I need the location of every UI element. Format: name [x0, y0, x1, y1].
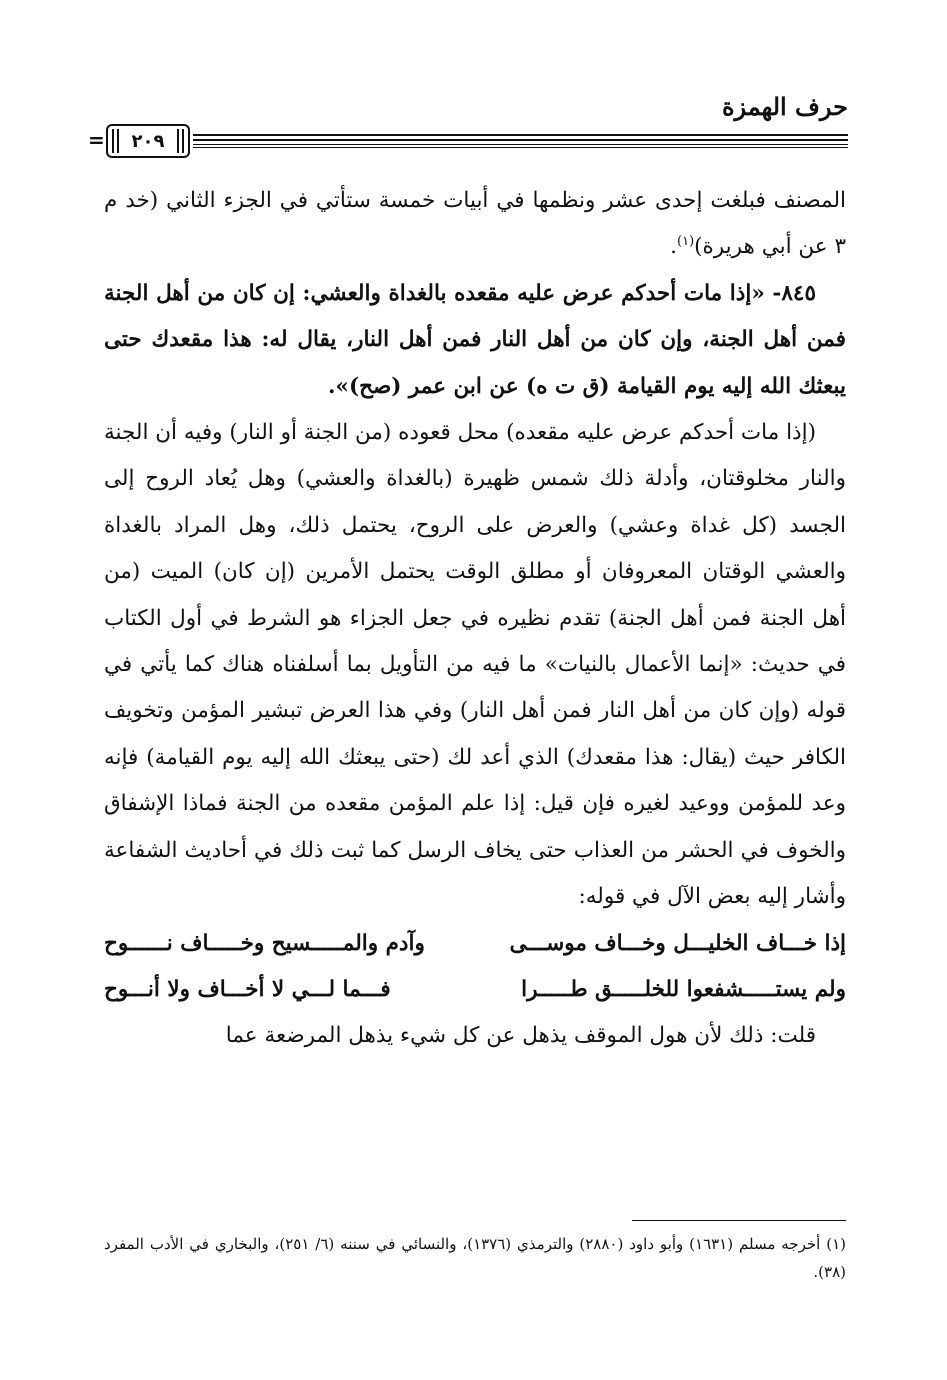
poem-hemistich: وآدم والمـــــسيح وخـــــاف نــــــوح — [104, 930, 425, 956]
footnotes — [104, 1230, 846, 1286]
commentary-paragraph: قلت: ذلك لأن هول الموقف يذهل عن كل شيء يذهل المرضعة عما — [225, 1023, 816, 1049]
header-rule — [88, 130, 848, 154]
rule-line — [193, 139, 848, 141]
poem-line — [104, 921, 846, 967]
rule-line — [193, 144, 848, 145]
poem — [104, 921, 846, 1014]
page-header — [88, 92, 848, 152]
page-number: ٢٠٩ — [106, 124, 190, 158]
footnote-ref: (١) — [677, 234, 695, 250]
main-text — [104, 178, 846, 1060]
poem-hemistich: فـــما لـــي لا أخـــاف ولا أنـــوح — [104, 976, 391, 1002]
poem-line — [104, 967, 846, 1013]
rule-line — [193, 147, 848, 148]
chapter-title: حرف الهمزة — [721, 92, 848, 121]
poem-hemistich: إذا خـــاف الخليـــل وخـــاف موســـى — [509, 930, 846, 956]
poem-hemistich: ولم يستـــــشفعوا للخلـــــق طـــــرا — [521, 976, 846, 1002]
footnote-divider — [632, 1220, 846, 1221]
rule-line — [193, 134, 848, 136]
paragraph-end: . — [670, 234, 678, 260]
paragraph-continuation — [104, 178, 846, 271]
footnote: (١) أخرجه مسلم (١٦٣١) وأبو داود (٢٨٨٠) والترمذي (١٣٧٦)، والنسائي في سننه (٦/ ٢٥١)، والبخاري في الأدب المفرد (٣٨). — [104, 1235, 846, 1281]
header-ornament: = — [88, 128, 105, 152]
commentary-paragraph: (إذا مات أحدكم عرض عليه مقعده) محل قعوده (من الجنة أو النار) وفيه أن الجنة والنار مخلوقتان، وأدلة ذلك شمس ظهيرة (بالغداة والعشي) وهل يُعاد الروح إلى الجسد (كل غداة وعشي) والعرض على الروح، يحتمل ذلك، وهل المراد بالغداة والعشي الوقتان المعروفان أو مطلق الوقت يحتمل الأمرين (إن كان) الميت (من أهل الجنة فمن أهل الجنة) تقدم نظيره في جعل الجزاء هو الشرط في أول الكتاب في حديث: «إنما الأعمال بالنيات» ما فيه من التأويل بما أسلفناه هناك كما يأتي في قوله (وإن كان من أهل النار فمن أهل النار) وفي هذا العرض تبشير المؤمن وتخويف الكافر حيث (يقال: هذا مقعدك) الذي أعد لك (حتى يبعثك الله إليه يوم القيامة) فإنه وعد للمؤمن ووعيد لغيره فإن قيل: إذا علم المؤمن مقعده من الجنة فماذا الإشفاق والخوف في الحشر من العذاب حتى يخاف الرسل كما ثبت ذلك في أحاديث الشفاعة وأشار إليه بعض الآل في قوله: — [104, 420, 846, 910]
hadith-paragraph: ٨٤٥- «إذا مات أحدكم عرض عليه مقعده بالغداة والعشي: إن كان من أهل الجنة فمن أهل الجنة، وإن كان من أهل النار فمن أهل النار، يقال له: هذا مقعدك حتى يبعثك الله إليه يوم القيامة (ق ت ه) عن ابن عمر (صح)». — [104, 280, 846, 399]
paragraph-text: المصنف فبلغت إحدى عشر ونظمها في أبيات خمسة ستأتي في الجزء الثاني (خد م ٣ عن أبي هريرة) — [104, 188, 846, 260]
